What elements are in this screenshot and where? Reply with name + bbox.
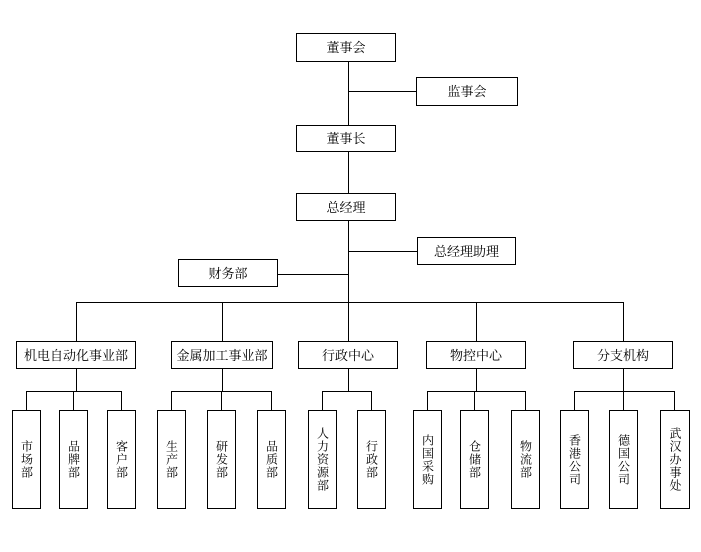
connector-line: [348, 302, 349, 341]
connector-line: [322, 391, 372, 392]
node-division-branch-organizations: 分支机构: [573, 341, 673, 369]
node-dept-brand: 品牌部: [59, 410, 88, 509]
connector-line: [476, 369, 477, 391]
connector-line: [623, 369, 624, 391]
connector-line: [427, 391, 526, 392]
node-dept-logistics: 物流部: [511, 410, 540, 509]
connector-line: [222, 369, 223, 391]
connector-line: [348, 221, 349, 302]
node-gm-assistant: 总经理助理: [417, 237, 516, 265]
node-germany-company: 德国公司: [609, 410, 638, 509]
node-dept-marketing: 市场部: [12, 410, 41, 509]
node-dept-warehouse: 仓储部: [460, 410, 489, 509]
node-finance-dept: 财务部: [178, 259, 278, 287]
connector-line: [278, 274, 348, 275]
connector-line: [348, 369, 349, 391]
node-wuhan-office: 武汉办事处: [660, 410, 690, 509]
connector-line: [348, 251, 417, 252]
node-chairman: 董事长: [296, 125, 396, 152]
connector-line: [76, 302, 77, 341]
connector-line: [26, 391, 27, 410]
connector-line: [574, 391, 675, 392]
connector-line: [371, 391, 372, 410]
connector-line: [674, 391, 675, 410]
node-dept-customer: 客户部: [107, 410, 136, 509]
connector-line: [574, 391, 575, 410]
node-board: 董事会: [296, 33, 396, 62]
connector-line: [171, 391, 172, 410]
connector-line: [73, 391, 74, 410]
node-dept-production: 生产部: [157, 410, 186, 509]
connector-line: [476, 302, 477, 341]
connector-line: [623, 302, 624, 341]
connector-line: [348, 62, 349, 125]
connector-line: [121, 391, 122, 410]
connector-line: [26, 391, 122, 392]
connector-line: [76, 302, 623, 303]
connector-line: [427, 391, 428, 410]
node-division-metal-processing: 金属加工事业部: [171, 341, 273, 369]
node-dept-domestic-purchasing: 内国采购: [413, 410, 442, 509]
node-division-admin-center: 行政中心: [298, 341, 398, 369]
connector-line: [322, 391, 323, 410]
connector-line: [623, 391, 624, 410]
connector-line: [271, 391, 272, 410]
node-division-material-control-center: 物控中心: [426, 341, 526, 369]
connector-line: [474, 391, 475, 410]
node-supervisory-board: 监事会: [416, 77, 518, 106]
connector-line: [348, 152, 349, 193]
connector-line: [76, 369, 77, 391]
connector-line: [221, 391, 222, 410]
node-dept-rnd: 研发部: [207, 410, 236, 509]
node-dept-quality: 品质部: [257, 410, 286, 509]
node-division-electromechanical: 机电自动化事业部: [16, 341, 136, 369]
node-dept-administration: 行政部: [357, 410, 386, 509]
node-dept-human-resources: 人力资源部: [308, 410, 337, 509]
node-general-manager: 总经理: [296, 193, 396, 221]
connector-line: [525, 391, 526, 410]
connector-line: [348, 91, 416, 92]
node-hongkong-company: 香港公司: [560, 410, 589, 509]
connector-line: [222, 302, 223, 341]
